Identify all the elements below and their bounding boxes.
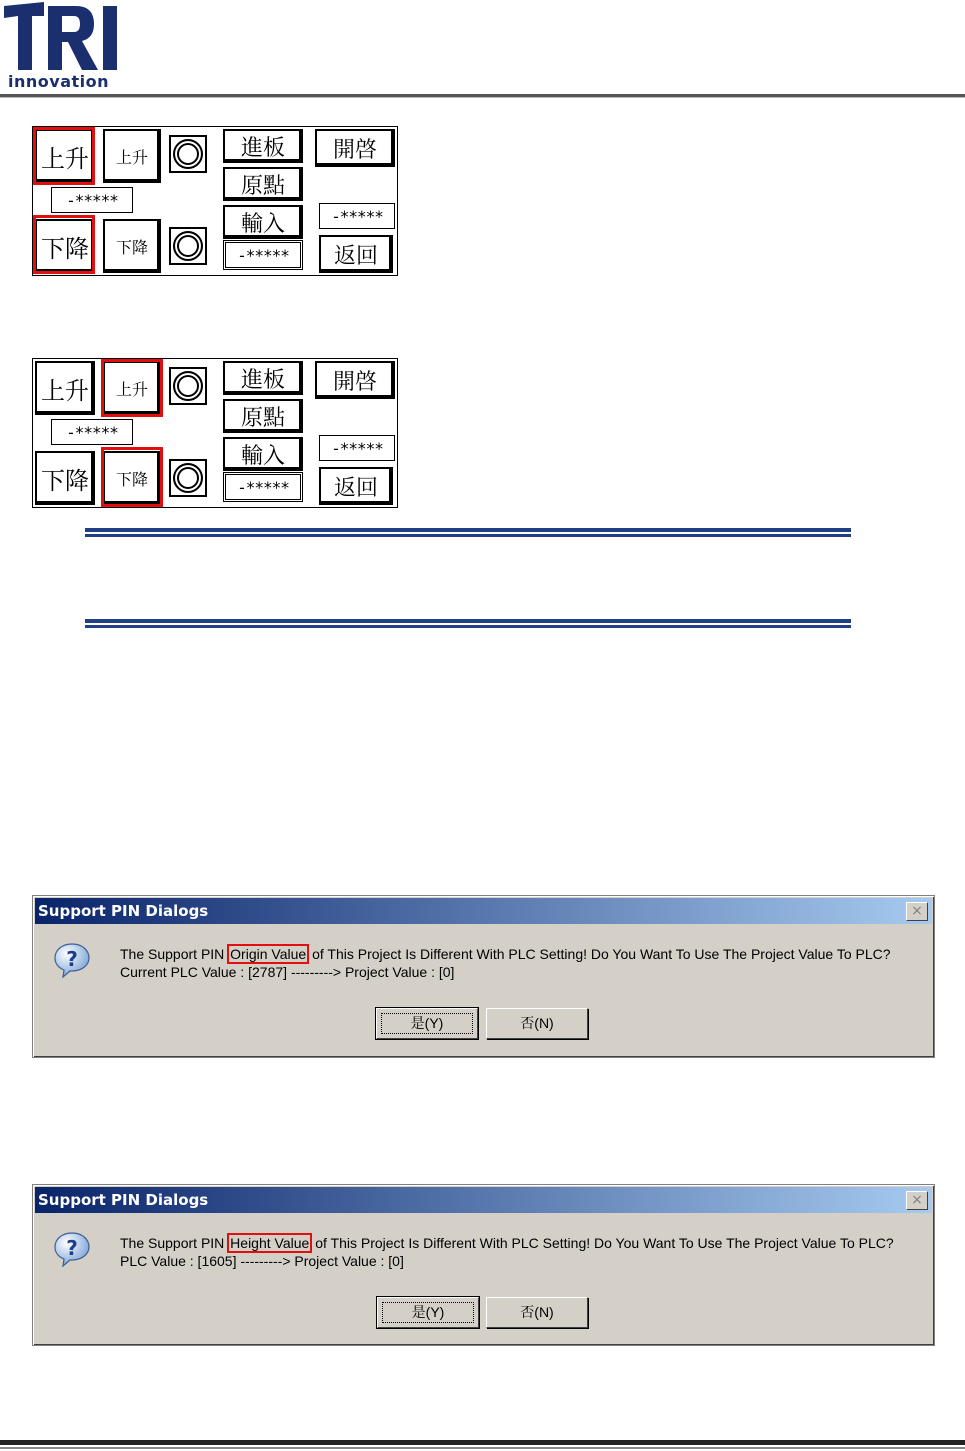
open-button[interactable]: 開啓 xyxy=(315,361,395,399)
down-small-button[interactable]: 下降 xyxy=(103,219,161,273)
header-divider-shadow xyxy=(0,97,965,98)
hmi-panel-1 xyxy=(32,126,398,276)
close-button[interactable]: × xyxy=(906,902,928,921)
question-icon xyxy=(53,942,91,980)
footer-divider-shadow xyxy=(0,1447,965,1449)
left-value-field[interactable]: -***** xyxy=(51,187,133,213)
dialog-title-bar xyxy=(35,1187,932,1213)
down-indicator-lamp xyxy=(169,459,207,497)
dialog-message xyxy=(120,945,891,981)
close-button[interactable]: × xyxy=(906,1191,928,1210)
highlighted-term: Height Value xyxy=(227,1233,312,1253)
input-button[interactable]: 輸入 xyxy=(223,205,303,239)
footer-divider xyxy=(0,1440,965,1445)
dialog-title: Support PIN Dialogs xyxy=(38,1191,209,1209)
yes-label: 是(Y) xyxy=(410,1015,444,1031)
highlighted-term: Origin Value xyxy=(227,944,309,964)
up-indicator-lamp xyxy=(169,135,207,173)
middle-value-field[interactable]: -***** xyxy=(223,472,303,502)
lamp-circle-icon xyxy=(173,371,203,401)
yes-label: 是(Y) xyxy=(411,1304,445,1320)
message-line-1 xyxy=(120,1234,894,1252)
no-button[interactable] xyxy=(486,1008,588,1039)
up-large-button[interactable]: 上升 xyxy=(35,129,95,183)
open-button[interactable]: 開啓 xyxy=(315,129,395,167)
message-line-1 xyxy=(120,945,891,963)
dialog-title: Support PIN Dialogs xyxy=(38,902,209,920)
message-line-2: PLC Value : [1605] ---------> Project Value : [0] xyxy=(120,1253,404,1269)
dialog-message xyxy=(120,1234,894,1270)
up-large-button[interactable]: 上升 xyxy=(35,361,95,415)
dialog-title-bar xyxy=(35,898,932,924)
down-large-button[interactable]: 下降 xyxy=(35,451,95,505)
section-rule-bottom xyxy=(85,619,851,628)
left-value-field[interactable]: -***** xyxy=(51,419,133,445)
middle-value-field[interactable]: -***** xyxy=(223,240,303,270)
lamp-circle-icon xyxy=(173,139,203,169)
svg-text:?: ? xyxy=(66,947,78,971)
right-value-field[interactable]: -***** xyxy=(319,203,395,229)
support-pin-dialog-origin xyxy=(32,895,935,1058)
message-prefix: The Support PIN xyxy=(120,1235,225,1251)
no-label: 否(N) xyxy=(520,1304,554,1320)
yes-button[interactable] xyxy=(377,1297,479,1328)
no-label: 否(N) xyxy=(520,1015,554,1031)
down-indicator-lamp xyxy=(169,227,207,265)
message-line-2: Current PLC Value : [2787] ---------> Project Value : [0] xyxy=(120,964,455,980)
hmi-panel-2 xyxy=(32,358,398,508)
logo-wordmark: innovation xyxy=(8,72,109,91)
up-small-button[interactable]: 上升 xyxy=(103,129,161,183)
section-rule-top xyxy=(85,528,851,537)
origin-button[interactable]: 原點 xyxy=(223,399,303,433)
right-value-field[interactable]: -***** xyxy=(319,435,395,461)
tri-logo-icon xyxy=(4,2,119,72)
back-button[interactable]: 返回 xyxy=(319,235,393,273)
support-pin-dialog-height xyxy=(32,1184,935,1346)
feed-board-button[interactable]: 進板 xyxy=(223,129,303,163)
back-button[interactable]: 返回 xyxy=(319,467,393,505)
up-small-button[interactable]: 上升 xyxy=(103,361,161,415)
lamp-circle-icon xyxy=(173,463,203,493)
message-prefix: The Support PIN xyxy=(120,946,225,962)
question-icon xyxy=(53,1231,91,1269)
message-suffix: of This Project Is Different With PLC Setting! Do You Want To Use The Project Value To PLC? xyxy=(312,946,891,962)
feed-board-button[interactable]: 進板 xyxy=(223,361,303,395)
company-logo xyxy=(4,2,124,90)
up-indicator-lamp xyxy=(169,367,207,405)
yes-button[interactable] xyxy=(376,1008,478,1039)
down-small-button[interactable]: 下降 xyxy=(103,451,161,505)
svg-text:?: ? xyxy=(66,1236,78,1260)
no-button[interactable] xyxy=(486,1297,588,1328)
down-large-button[interactable]: 下降 xyxy=(35,219,95,273)
input-button[interactable]: 輸入 xyxy=(223,437,303,471)
origin-button[interactable]: 原點 xyxy=(223,167,303,201)
lamp-circle-icon xyxy=(173,231,203,261)
message-suffix: of This Project Is Different With PLC Setting! Do You Want To Use The Project Value To PLC? xyxy=(315,1235,894,1251)
